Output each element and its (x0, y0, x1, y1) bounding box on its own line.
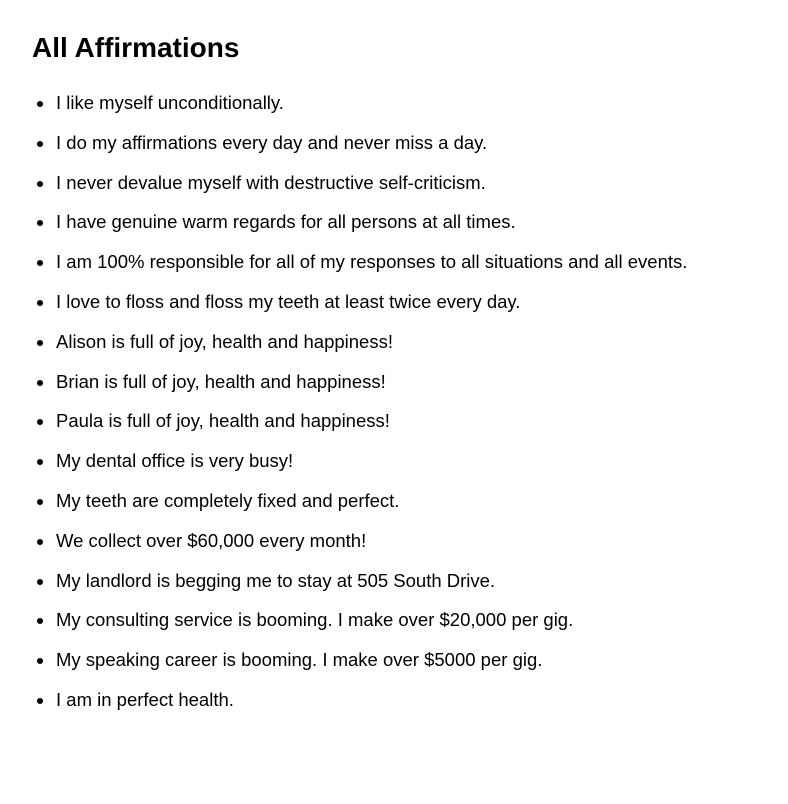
bullet-icon (37, 419, 43, 425)
bullet-icon (37, 658, 43, 664)
bullet-icon (37, 260, 43, 266)
affirmation-text: My dental office is very busy! (56, 450, 294, 472)
affirmation-text: Brian is full of joy, health and happiness! (56, 370, 386, 392)
list-item (32, 490, 788, 530)
bullet-icon (37, 380, 43, 386)
affirmation-text: I am 100% responsible for all of my responses to all situations and all events. (56, 251, 688, 273)
list-item (32, 530, 788, 570)
list-item (32, 450, 788, 490)
bullet-icon (37, 181, 43, 187)
list-item (32, 689, 788, 729)
affirmation-text: My landlord is begging me to stay at 505 South Drive. (56, 569, 496, 591)
list-item (32, 609, 788, 649)
bullet-icon (37, 539, 43, 545)
list-item (32, 371, 788, 411)
list-item (32, 211, 788, 251)
bullet-icon (37, 101, 43, 107)
bullet-icon (37, 220, 43, 226)
list-item (32, 132, 788, 172)
affirmation-text: I love to floss and floss my teeth at least twice every day. (56, 290, 521, 312)
affirmation-text: My teeth are completely fixed and perfect. (56, 489, 400, 511)
list-item (32, 172, 788, 212)
list-item (32, 291, 788, 331)
affirmation-text: I like myself unconditionally. (56, 92, 284, 113)
affirmation-text: We collect over $60,000 every month! (56, 529, 367, 551)
bullet-icon (37, 579, 43, 585)
affirmation-text: Paula is full of joy, health and happiness! (56, 410, 390, 432)
affirmation-text: My speaking career is booming. I make over $5000 per gig. (56, 649, 543, 671)
list-item (32, 331, 788, 371)
bullet-icon (37, 141, 43, 147)
page-title: All Affirmations (32, 32, 240, 63)
bullet-icon (37, 618, 43, 624)
affirmation-list (32, 92, 788, 729)
affirmation-text: I have genuine warm regards for all persons at all times. (56, 211, 516, 233)
bullet-icon (37, 459, 43, 465)
list-item (32, 649, 788, 689)
list-item (32, 251, 788, 291)
affirmation-text: I am in perfect health. (56, 688, 234, 710)
affirmation-text: My consulting service is booming. I make over $20,000 per gig. (56, 609, 574, 631)
list-item (32, 570, 788, 610)
bullet-icon (37, 340, 43, 346)
list-item (32, 410, 788, 450)
list-item (32, 92, 788, 132)
affirmation-text: Alison is full of joy, health and happiness! (56, 330, 393, 352)
bullet-icon (37, 499, 43, 505)
bullet-icon (37, 698, 43, 704)
affirmation-text: I do my affirmations every day and never miss a day. (56, 131, 488, 153)
affirmation-text: I never devalue myself with destructive self-criticism. (56, 171, 486, 193)
bullet-icon (37, 300, 43, 306)
